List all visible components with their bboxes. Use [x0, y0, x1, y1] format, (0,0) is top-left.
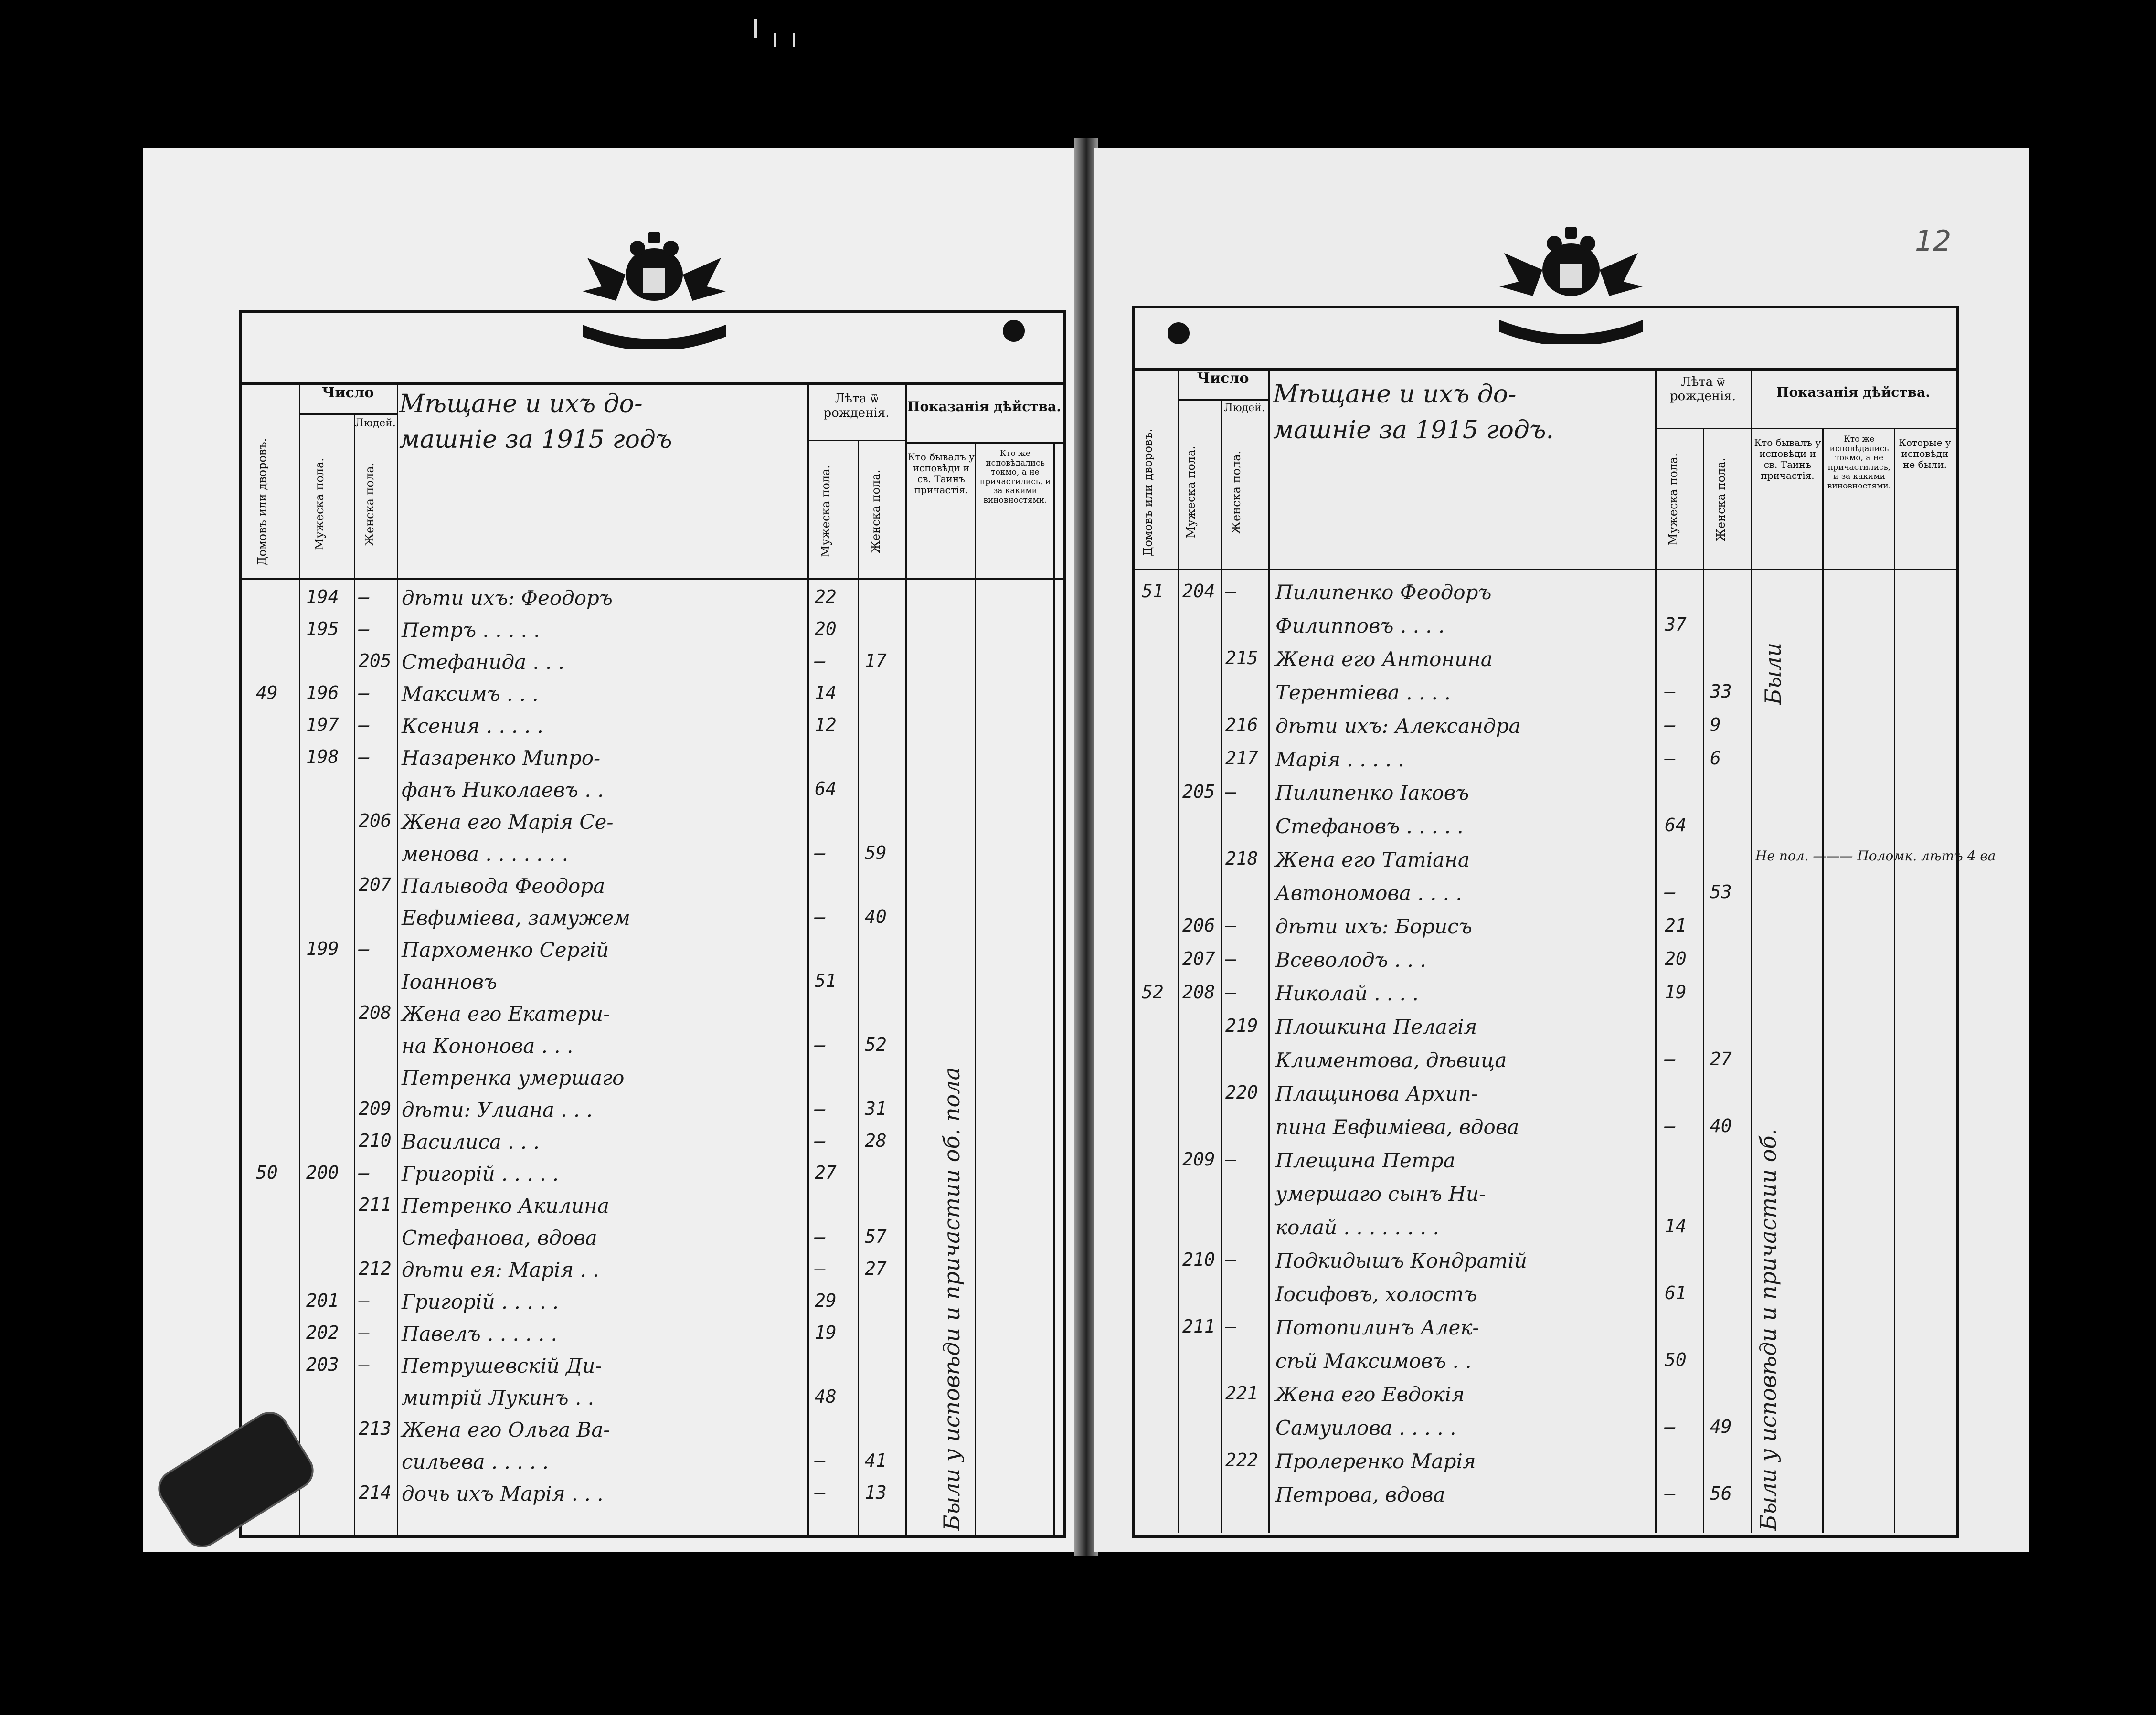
age-female: 13	[865, 1482, 887, 1503]
entry-name: дѣти ея: Марія . .	[402, 1258, 599, 1281]
age-male: 64	[1665, 815, 1687, 836]
entry-name: Жена его Марія Се-	[402, 810, 614, 834]
male-number: 202	[306, 1322, 339, 1343]
entry-name: Пилипенко Феодоръ	[1275, 581, 1492, 604]
header-not-confessed: Кто же исповѣдались токмо, а не причастились, и за какими виновностями.	[979, 449, 1051, 505]
female-number: 221	[1225, 1383, 1258, 1404]
age-female: 59	[865, 842, 887, 863]
entry-name: сильева . . . . .	[402, 1450, 549, 1473]
header-age-female: Женска пола.	[1714, 457, 1728, 541]
entry-name: Пилипенко Іаковъ	[1275, 781, 1469, 805]
top-binding-marks	[750, 14, 817, 53]
page-title-line2: машніе за 1915 годъ	[399, 425, 672, 454]
female-number: –	[359, 586, 370, 607]
entry-name: дочь ихъ Марія . . .	[402, 1482, 604, 1505]
male-number: 207	[1182, 948, 1215, 969]
header-households: Домовъ или дворовъ.	[255, 438, 269, 566]
female-number: 212	[359, 1258, 392, 1279]
age-male: 48	[815, 1386, 837, 1407]
age-male: 20	[815, 618, 837, 639]
male-number: 194	[306, 586, 339, 607]
age-male: 19	[815, 1322, 837, 1343]
house-count: 49	[256, 682, 278, 703]
header-not-confessed: Кто же исповѣдались токмо, а не причастились, и за какими виновностями.	[1827, 434, 1891, 491]
age-male: –	[1665, 1048, 1676, 1069]
female-number: –	[1225, 948, 1236, 969]
entry-name: Марія . . . . .	[1275, 748, 1404, 771]
age-female: 49	[1710, 1416, 1732, 1437]
age-female: 9	[1710, 714, 1721, 735]
female-number: 218	[1225, 848, 1258, 869]
age-male: –	[815, 906, 826, 927]
age-male: –	[815, 1482, 826, 1503]
header-testimony: Показанія дѣйства.	[907, 399, 1061, 414]
female-number: 219	[1225, 1015, 1258, 1036]
house-count: 50	[256, 1162, 278, 1183]
age-female: 31	[865, 1098, 887, 1119]
page-title-line2: машніе за 1915 годъ.	[1273, 416, 1554, 445]
age-male: 20	[1665, 948, 1687, 969]
age-male: –	[1665, 681, 1676, 702]
entry-name: Всеволодъ . . .	[1275, 948, 1426, 972]
female-number: –	[359, 938, 370, 959]
age-female: 17	[865, 650, 887, 671]
age-male: 14	[815, 682, 837, 703]
age-male: –	[815, 650, 826, 671]
age-female: 56	[1710, 1483, 1732, 1504]
entry-name: Палывода Феодора	[402, 874, 605, 898]
entry-name: Василиса . . .	[402, 1130, 540, 1154]
female-number: –	[1225, 915, 1236, 936]
age-male: 50	[1665, 1349, 1687, 1370]
table-frame	[239, 310, 1066, 1538]
male-number: 201	[306, 1290, 339, 1311]
age-female: 53	[1710, 881, 1732, 902]
male-number: 203	[306, 1354, 339, 1375]
age-female: 27	[865, 1258, 887, 1279]
male-number: 205	[1182, 781, 1215, 802]
confession-note: Были у исповѣди и причастии об. пола	[939, 1067, 965, 1531]
female-number: 208	[359, 1002, 392, 1023]
entry-name: дѣти ихъ: Борисъ	[1275, 915, 1472, 938]
entry-name: колай . . . . . . . .	[1275, 1216, 1439, 1239]
entry-name: Стефанида . . .	[402, 650, 565, 674]
table-frame	[1132, 306, 1996, 1538]
entry-name: умершаго сынъ Ни-	[1275, 1182, 1486, 1206]
male-number: 200	[306, 1162, 339, 1183]
age-male: 29	[815, 1290, 837, 1311]
male-number: 211	[1182, 1316, 1215, 1337]
female-number: 211	[359, 1194, 392, 1215]
entry-name: Жена его Татіана	[1275, 848, 1470, 871]
age-female: 40	[865, 906, 887, 927]
entry-name: пина Евфиміева, вдова	[1275, 1115, 1519, 1139]
header-male: Мужеска пола.	[1184, 446, 1198, 539]
female-number: –	[359, 618, 370, 639]
entry-name: Петрова, вдова	[1275, 1483, 1445, 1506]
male-number: 199	[306, 938, 339, 959]
age-male: –	[815, 842, 826, 863]
entry-name: Стефанова, вдова	[402, 1226, 597, 1249]
age-female: 27	[1710, 1048, 1732, 1069]
male-number: 204	[1182, 581, 1215, 602]
male-number: 196	[306, 682, 339, 703]
house-count: 52	[1142, 982, 1164, 1003]
age-male: 14	[1665, 1216, 1687, 1237]
age-male: –	[815, 1258, 826, 1279]
left-page	[143, 148, 1079, 1552]
male-number: 195	[306, 618, 339, 639]
entry-name: Петренка умершаго	[402, 1066, 625, 1090]
age-male: 37	[1665, 614, 1687, 635]
female-number: –	[1225, 1316, 1236, 1337]
header-male: Мужеска пола.	[313, 458, 326, 550]
age-male: 12	[815, 714, 837, 735]
header-chislo: Число	[321, 384, 374, 401]
age-male: 19	[1665, 982, 1687, 1003]
female-number: 209	[359, 1098, 392, 1119]
age-female: 6	[1710, 748, 1721, 769]
entry-name: Жена его Екатери-	[402, 1002, 610, 1026]
entry-name: Петрушевскій Ди-	[402, 1354, 602, 1377]
entry-name: Плошкина Пелагія	[1275, 1015, 1477, 1038]
header-households: Домовъ или дворовъ.	[1141, 428, 1155, 556]
age-male: –	[815, 1130, 826, 1151]
female-number: –	[359, 1162, 370, 1183]
entry-name: Іоанновъ	[402, 970, 497, 994]
age-female: 41	[865, 1450, 887, 1471]
absent-note: Не пол. ——— Поломк. лѣтъ 4 ва	[1755, 848, 1996, 864]
page-title-line1: Мѣщане и ихъ до-	[1273, 380, 1517, 409]
age-male: 51	[815, 970, 837, 991]
male-number: 197	[306, 714, 339, 735]
header-age: Лѣта ѿ рожденія.	[823, 392, 890, 420]
entry-name: дѣти ихъ: Феодоръ	[402, 586, 613, 610]
entry-name: дѣти: Улиана . . .	[402, 1098, 593, 1122]
header-chislo: Число	[1197, 370, 1249, 387]
header-absent: Которые у исповѣди не были.	[1899, 437, 1951, 470]
female-number: –	[1225, 1249, 1236, 1270]
female-number: 215	[1225, 647, 1258, 668]
entry-name: Петренко Акилина	[402, 1194, 609, 1217]
entry-name: Жена его Ольга Ва-	[402, 1418, 610, 1441]
page-title-line1: Мѣщане и ихъ до-	[399, 390, 643, 418]
confession-note-top: Были	[1760, 642, 1786, 705]
entry-name: Плащинова Архип-	[1275, 1082, 1478, 1105]
female-number: 216	[1225, 714, 1258, 735]
age-male: –	[815, 1034, 826, 1055]
entry-name: Потопилинъ Алек-	[1275, 1316, 1479, 1339]
age-female: 40	[1710, 1115, 1732, 1136]
entry-name: Подкидышъ Кондратій	[1275, 1249, 1527, 1272]
entry-name: Стефановъ . . . . .	[1275, 815, 1464, 838]
header-female: Женска пола.	[1230, 450, 1243, 534]
male-number: 210	[1182, 1249, 1215, 1270]
age-male: –	[1665, 1416, 1676, 1437]
male-number: 209	[1182, 1149, 1215, 1170]
header-lyudey: Людей.	[355, 417, 396, 429]
entry-name: Филипповъ . . . .	[1275, 614, 1445, 637]
female-number: 220	[1225, 1082, 1258, 1103]
entry-name: менова . . . . . . .	[402, 842, 569, 866]
right-page	[1094, 148, 2029, 1552]
header-confessed: Кто бывалъ у исповѣди и св. Таинъ причастія.	[908, 451, 975, 496]
entry-name: Максимъ . . .	[402, 682, 539, 706]
age-male: –	[1665, 714, 1676, 735]
age-male: 61	[1665, 1282, 1687, 1303]
age-male: –	[815, 1450, 826, 1471]
female-number: –	[359, 682, 370, 703]
entry-name: Пролеренко Марія	[1275, 1450, 1476, 1473]
entry-name: митрій Лукинъ . .	[402, 1386, 595, 1409]
female-number: –	[1225, 982, 1236, 1003]
female-number: 205	[359, 650, 392, 671]
female-number: 214	[359, 1482, 392, 1503]
header-age-male: Мужеска пола.	[819, 465, 832, 558]
age-male: –	[1665, 748, 1676, 769]
female-number: 217	[1225, 748, 1258, 769]
age-male: –	[815, 1098, 826, 1119]
entry-name: Ксения . . . . .	[402, 714, 543, 738]
male-number: 206	[1182, 915, 1215, 936]
entry-name: Климентова, дѣвица	[1275, 1048, 1507, 1072]
age-male: 27	[815, 1162, 837, 1183]
header-age: Лѣта ѿ рожденія.	[1670, 375, 1736, 403]
female-number: 206	[359, 810, 392, 831]
entry-name: Григорій . . . . .	[402, 1290, 559, 1313]
female-number: 213	[359, 1418, 392, 1439]
entry-name: Іосифовъ, холостъ	[1275, 1282, 1477, 1306]
entry-name: Самуилова . . . . .	[1275, 1416, 1456, 1440]
entry-name: Жена его Евдокія	[1275, 1383, 1465, 1406]
age-female: 33	[1710, 681, 1732, 702]
entry-name: Григорій . . . . .	[402, 1162, 559, 1186]
age-female: 28	[865, 1130, 887, 1151]
confession-note-bottom: Были у исповѣди и причастии об.	[1755, 1128, 1781, 1531]
entry-name: фанъ Николаевъ . .	[402, 778, 604, 802]
house-count: 51	[1142, 581, 1164, 602]
female-number: –	[359, 714, 370, 735]
age-male: 21	[1665, 915, 1687, 936]
age-male: –	[815, 1226, 826, 1247]
age-male: 64	[815, 778, 837, 799]
header-confessed: Кто бывалъ у исповѣди и св. Таинъ причастія.	[1754, 437, 1821, 481]
entry-name: Жена его Антонина	[1275, 647, 1493, 671]
age-female: 57	[865, 1226, 887, 1247]
entry-name: Николай . . . .	[1275, 982, 1419, 1005]
female-number: 207	[359, 874, 392, 895]
female-number: –	[1225, 581, 1236, 602]
entry-name: сѣй Максимовъ . .	[1275, 1349, 1472, 1373]
entry-name: на Кононова . . .	[402, 1034, 574, 1058]
header-age-male: Мужеска пола.	[1667, 453, 1680, 546]
female-number: –	[359, 746, 370, 767]
female-number: –	[359, 1290, 370, 1311]
female-number: –	[1225, 1149, 1236, 1170]
female-number: 222	[1225, 1450, 1258, 1471]
header-testimony: Показанія дѣйства.	[1776, 384, 1930, 400]
entry-name: Пархоменко Сергій	[402, 938, 609, 962]
header-female: Женска пола.	[363, 462, 376, 546]
entry-name: Петръ . . . . .	[402, 618, 540, 642]
open-register-book	[143, 138, 2034, 1556]
female-number: –	[359, 1322, 370, 1343]
entry-name: Плещина Петра	[1275, 1149, 1455, 1172]
entry-name: Павелъ . . . . . .	[402, 1322, 557, 1345]
entry-name: Автономова . . . .	[1275, 881, 1462, 905]
male-number: 208	[1182, 982, 1215, 1003]
age-male: –	[1665, 881, 1676, 902]
header-lyudey: Людей.	[1224, 402, 1265, 414]
age-female: 52	[865, 1034, 887, 1055]
female-number: –	[1225, 781, 1236, 802]
entry-name: дѣти ихъ: Александра	[1275, 714, 1521, 738]
header-age-female: Женска пола.	[869, 469, 882, 553]
female-number: –	[359, 1354, 370, 1375]
age-male: 22	[815, 586, 837, 607]
entry-name: Терентіева . . . .	[1275, 681, 1451, 704]
entry-name: Назаренко Мипро-	[402, 746, 601, 770]
page-number: 12	[1915, 224, 1952, 258]
age-male: –	[1665, 1115, 1676, 1136]
entry-name: Евфиміева, замужем	[402, 906, 630, 930]
male-number: 198	[306, 746, 339, 767]
age-male: –	[1665, 1483, 1676, 1504]
female-number: 210	[359, 1130, 392, 1151]
